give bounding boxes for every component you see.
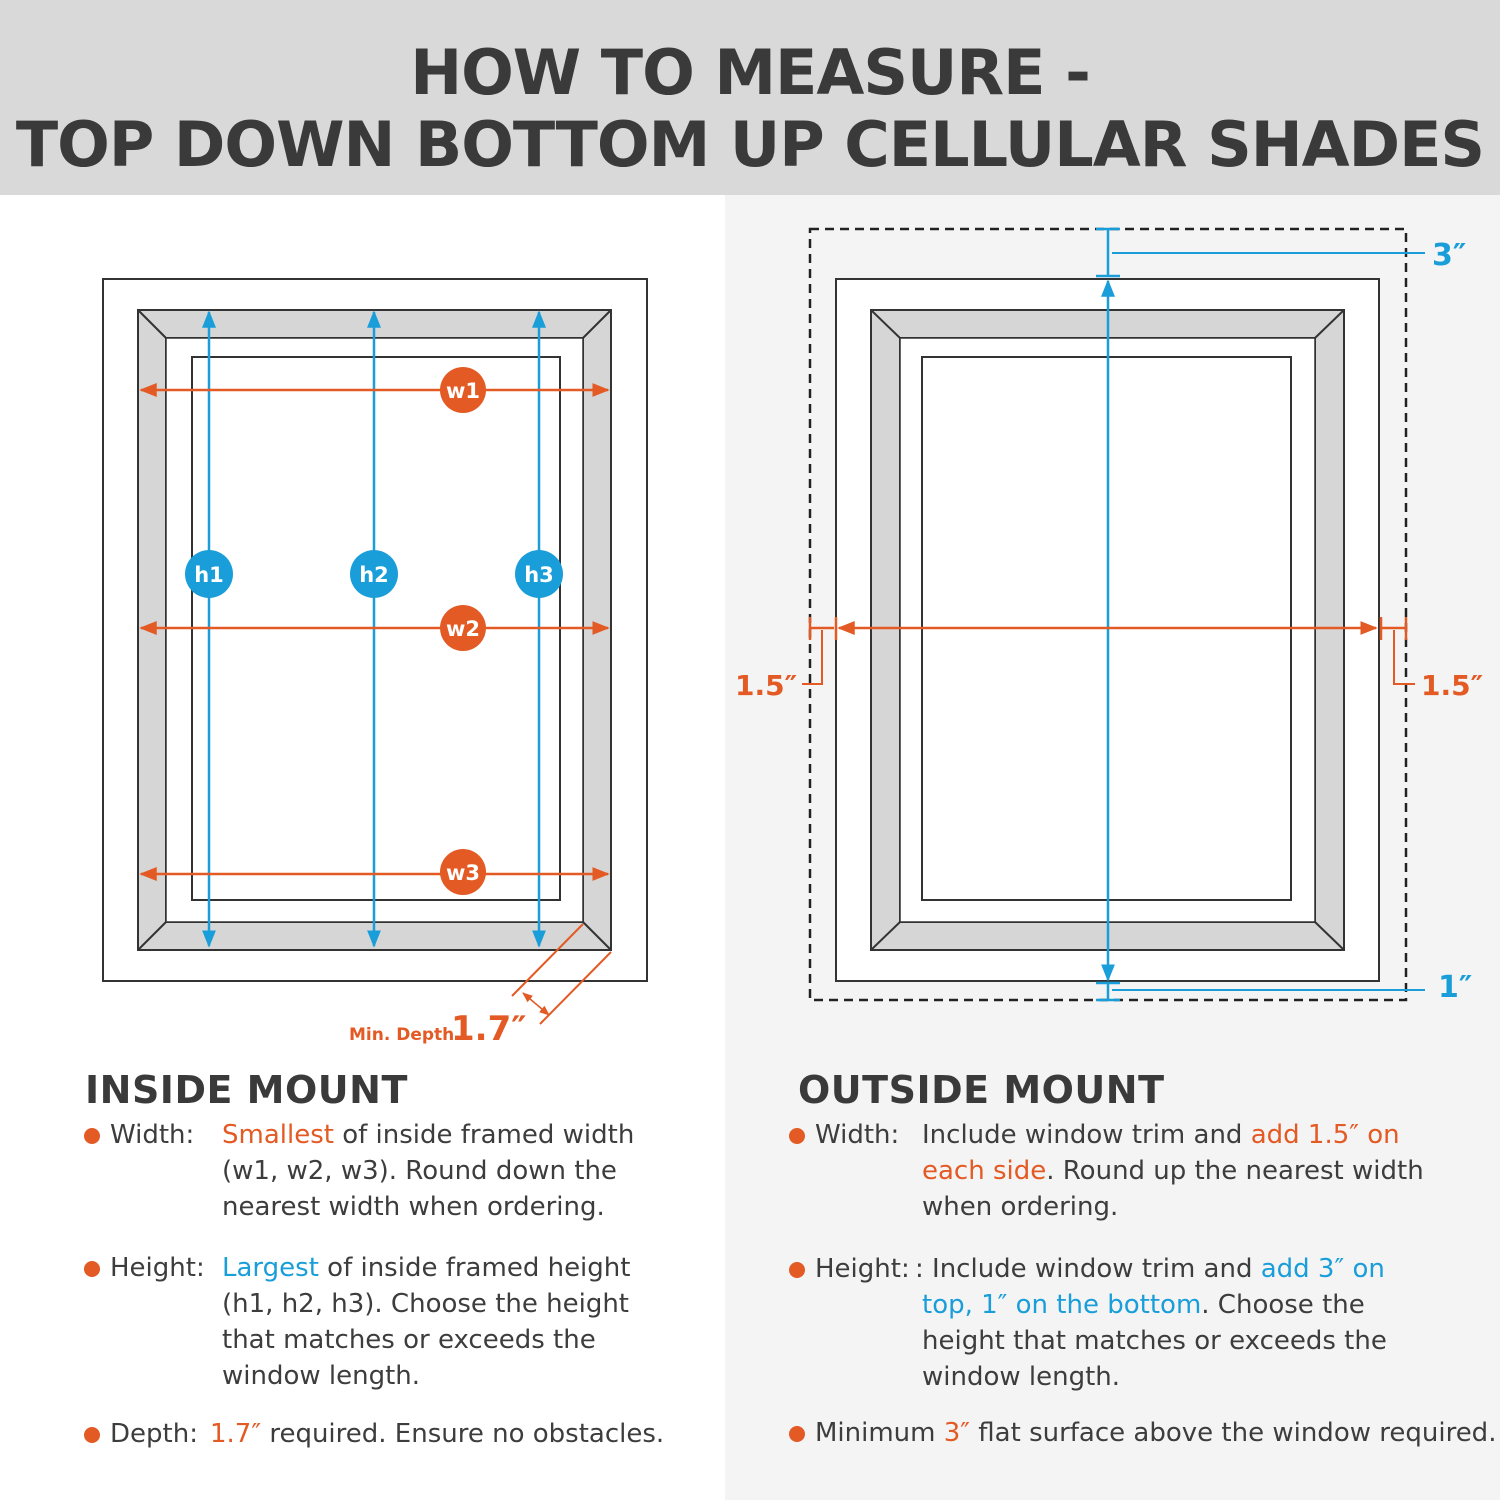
outside-minimum-item xyxy=(787,1415,1497,1453)
outside-height-label: Height: xyxy=(815,1254,910,1284)
title-line-1: HOW TO MEASURE - xyxy=(410,36,1090,109)
bullet-dot xyxy=(84,1128,100,1144)
inside-depth-label: Depth: xyxy=(110,1419,198,1449)
w3-label: w3 xyxy=(445,861,481,885)
bottom-margin-label: 1″ xyxy=(1438,970,1473,1005)
inside-height-text: Largest of inside framed height (h1, h2, h3). Choose the height that matches or exceeds the window length. xyxy=(222,1253,631,1391)
right-margin-leader xyxy=(1394,630,1415,684)
bullet-dot xyxy=(84,1261,100,1277)
w2-label: w2 xyxy=(445,617,481,641)
inside-mount-title: INSIDE MOUNT xyxy=(85,1068,408,1112)
inside-width-item xyxy=(82,1117,722,1227)
outside-width-text: Include window trim and add 1.5″ on each side. Round up the nearest width when ordering. xyxy=(922,1120,1424,1222)
inside-height-label: Height: xyxy=(110,1253,205,1283)
smallest-highlight: Smallest xyxy=(222,1120,334,1150)
left-margin-leader xyxy=(802,630,822,684)
top-margin-label: 3″ xyxy=(1432,238,1467,273)
outside-height-item xyxy=(787,1251,1487,1397)
right-margin-label: 1.5″ xyxy=(1421,669,1484,702)
bullet-dot xyxy=(789,1426,805,1442)
h3-label: h3 xyxy=(524,563,554,587)
h1-label: h1 xyxy=(194,563,224,587)
outside-minimum-text: Minimum 3″ flat surface above the window required. xyxy=(815,1418,1497,1448)
inside-width-label: Width: xyxy=(110,1120,195,1150)
title-line-2: TOP DOWN BOTTOM UP CELLULAR SHADES xyxy=(15,108,1485,181)
bullet-dot xyxy=(789,1128,805,1144)
outside-width-item xyxy=(787,1117,1487,1227)
inside-width-text: Smallest of inside framed width (w1, w2, w3). Round down the nearest width when ordering. xyxy=(222,1120,635,1222)
outside-mount-title: OUTSIDE MOUNT xyxy=(798,1068,1165,1112)
outside-width-label: Width: xyxy=(815,1120,900,1150)
min-depth-value: 1.7″ xyxy=(451,1009,527,1049)
w1-label: w1 xyxy=(445,379,481,403)
outside-window-diagram xyxy=(735,229,1483,1005)
inside-height-item xyxy=(82,1250,722,1396)
inside-window-diagram xyxy=(103,279,647,1049)
h2-label: h2 xyxy=(359,563,389,587)
inside-depth-item xyxy=(82,1416,722,1454)
bullet-dot xyxy=(789,1262,805,1278)
largest-highlight: Largest xyxy=(222,1253,319,1283)
min-depth-label: Min. Depth xyxy=(349,1025,455,1045)
left-margin-label: 1.5″ xyxy=(735,669,798,702)
outside-height-text: : Include window trim and add 3″ on top, 1″ on the bottom. Choose the height that matches or exceeds the window length. xyxy=(915,1254,1387,1392)
bullet-dot xyxy=(84,1427,100,1443)
inside-depth-text: 1.7″ required. Ensure no obstacles. xyxy=(210,1419,665,1449)
